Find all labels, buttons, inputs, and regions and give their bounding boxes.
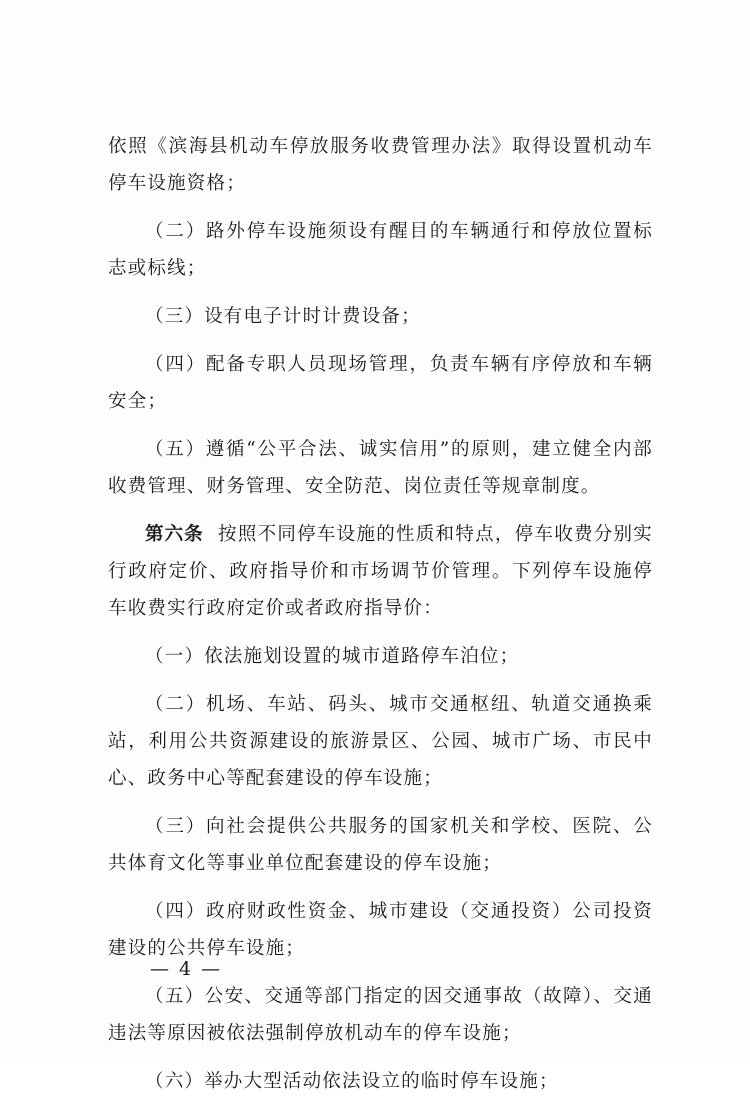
paragraph-continuation: 依照《滨海县机动车停放服务收费管理办法》取得设置机动车停车设施资格； xyxy=(108,136,653,194)
article-6-heading: 第六条 xyxy=(145,524,204,545)
page-number: — 4 — xyxy=(150,958,223,980)
paragraph-item-4: （四）配备专职人员现场管理，负责车辆有序停放和车辆安全； xyxy=(108,354,653,412)
list-item: （六）举办大型活动依法设立的临时停车设施； xyxy=(145,1071,559,1092)
list-item: （五）公安、交通等部门指定的因交通事故（故障）、交通违法等原因被依法强制停放机动车的停车设施； xyxy=(108,986,653,1044)
paragraph-item-2: （二）路外停车设施须设有醒目的车辆通行和停放位置标志或标线； xyxy=(108,221,653,279)
list-item: （三）向社会提供公共服务的国家机关和学校、医院、公共体育文化等事业单位配套建设的停车设施； xyxy=(108,816,653,874)
list-item: （一）依法施划设置的城市道路停车泊位； xyxy=(145,646,520,667)
paragraph-item-3: （三）设有电子计时计费设备； xyxy=(145,306,421,327)
paragraph-item-5: （五）遵循“公平合法、诚实信用”的原则，建立健全内部收费管理、财务管理、安全防范、岗位责任等规章制度。 xyxy=(108,439,653,497)
article-6 xyxy=(108,516,653,627)
list-item: （四）政府财政性资金、城市建设（交通投资）公司投资建设的公共停车设施； xyxy=(108,901,653,959)
article-6-text: 按照不同停车设施的性质和特点，停车收费分别实行政府定价、政府指导价和市场调节价管理。下列停车设施停车收费实行政府定价或者政府指导价： xyxy=(108,524,653,619)
list-item: （二）机场、车站、码头、城市交通枢纽、轨道交通换乘站，利用公共资源建设的旅游景区、公园、城市广场、市民中心、政务中心等配套建设的停车设施； xyxy=(108,694,653,789)
